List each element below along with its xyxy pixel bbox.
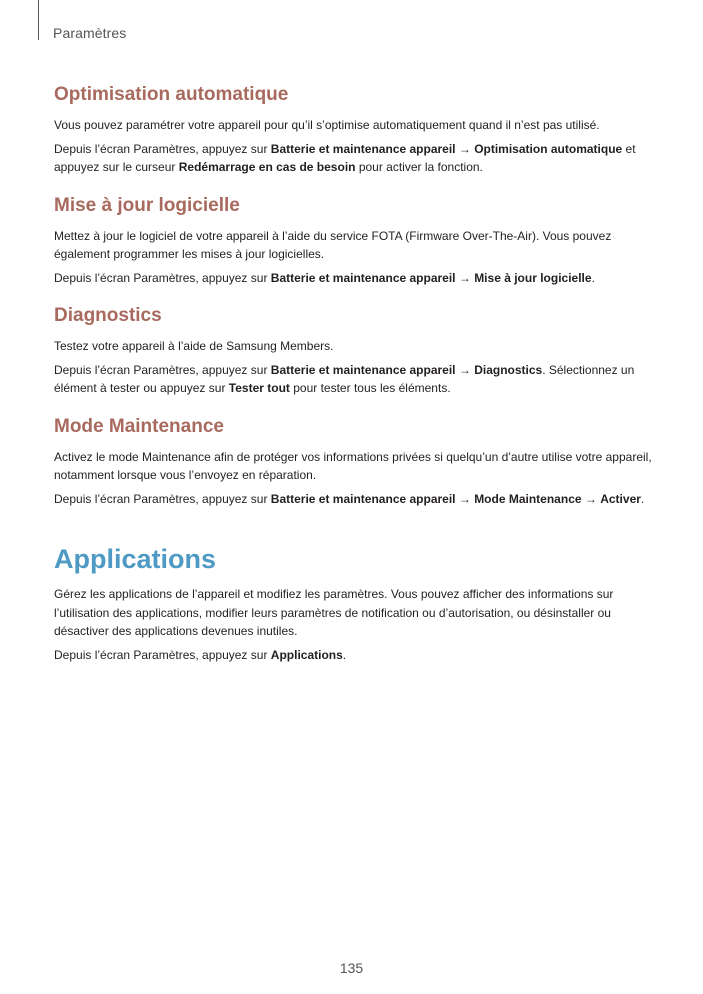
page-content (54, 82, 659, 669)
text-run: Depuis l’écran Paramètres, appuyez sur (54, 270, 271, 285)
menu-path-item: Applications (270, 647, 343, 662)
text-run: Depuis l’écran Paramètres, appuyez sur (54, 362, 271, 377)
section-heading: Diagnostics (54, 305, 162, 326)
menu-path-item: Mise à jour logicielle (474, 270, 592, 285)
text-run: Depuis l’écran Paramètres, appuyez sur (54, 491, 271, 506)
running-header: Paramètres (53, 25, 127, 41)
menu-path-item: Batterie et maintenance appareil (270, 362, 456, 377)
instruction-paragraph (54, 140, 659, 177)
text-run: . Sélectionnez un élément à tester ou appuyez sur (54, 362, 635, 395)
section-heading: Optimisation automatique (54, 84, 289, 105)
instruction-paragraph (54, 490, 659, 509)
menu-path-item: Batterie et maintenance appareil (270, 491, 456, 506)
header-rule (38, 0, 39, 40)
instruction-paragraph (54, 269, 659, 288)
arrow-separator: → (455, 270, 475, 285)
text-run: . (342, 647, 347, 662)
section-optimisation-automatique (54, 82, 659, 177)
arrow-separator: → (581, 491, 601, 506)
menu-path-item: Tester tout (228, 381, 290, 395)
menu-path-item: Diagnostics (474, 362, 543, 377)
section-heading: Mise à jour logicielle (54, 194, 240, 216)
page-number: 135 (339, 960, 364, 976)
instruction-paragraph (54, 646, 659, 665)
text-run: pour activer la fonction. (355, 160, 483, 174)
arrow-separator: → (455, 362, 475, 377)
menu-path-item: Redémarrage en cas de besoin (178, 160, 356, 174)
text-run: pour tester tous les éléments. (289, 381, 451, 395)
text-run: . (640, 491, 645, 506)
paragraph: Mettez à jour le logiciel de votre appareil à l’aide du service FOTA (Firmware Over-The-Air). Vous pouvez également programmer les mises à jour logicielles. (54, 228, 612, 261)
text-run: Depuis l’écran Paramètres, appuyez sur (54, 647, 271, 662)
menu-path-item: Activer (600, 491, 641, 506)
arrow-separator: → (455, 491, 475, 506)
chapter-heading: Applications (54, 544, 217, 574)
arrow-separator: → (455, 141, 475, 156)
paragraph: Activez le mode Maintenance afin de protéger vos informations privées si quelqu’un d’autre utilise votre appareil, notamment lorsque vous l’envoyez en réparation. (54, 449, 652, 482)
paragraph: Gérez les applications de l’appareil et modifiez les paramètres. Vous pouvez afficher des informations sur l’utilisation des applications, modifier leurs paramètres de notification ou d’autorisation, ou désinstaller ou désactiver des applications devenues inutiles. (54, 587, 614, 638)
paragraph: Vous pouvez paramétrer votre appareil pour qu’il s’optimise automatiquement quand il n’est pas utilisé. (54, 118, 600, 132)
instruction-paragraph (54, 361, 659, 398)
text-run: Depuis l’écran Paramètres, appuyez sur (54, 141, 271, 156)
menu-path-item: Optimisation automatique (474, 141, 623, 156)
chapter-applications (54, 542, 659, 664)
paragraph: Testez votre appareil à l’aide de Samsung Members. (54, 339, 334, 353)
text-run: . (591, 270, 595, 285)
menu-path-item: Batterie et maintenance appareil (270, 141, 456, 156)
text-run: et appuyez sur le curseur (54, 141, 636, 174)
section-mode-maintenance (54, 414, 659, 509)
menu-path-item: Batterie et maintenance appareil (270, 270, 456, 285)
menu-path-item: Mode Maintenance (474, 491, 582, 506)
section-mise-a-jour-logicielle (54, 193, 659, 288)
section-heading: Mode Maintenance (54, 415, 224, 437)
section-diagnostics (54, 303, 659, 398)
